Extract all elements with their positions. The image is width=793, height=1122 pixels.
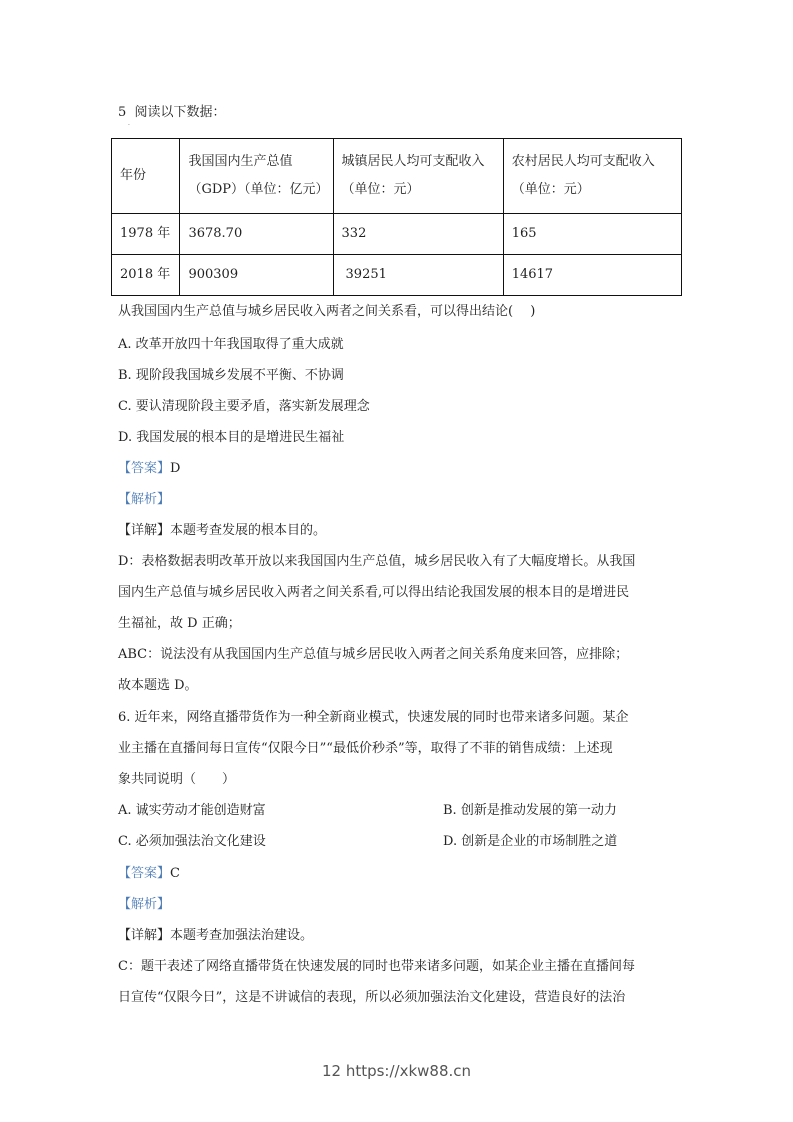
table-row (112, 255, 682, 296)
analysis-line (118, 491, 170, 509)
question-6-stem-line: 象共同说明（ ） (118, 772, 236, 787)
table-row (112, 214, 682, 255)
analysis-tag: 【解析】 (118, 897, 171, 912)
option-d: D. 创新是企业的市场制胜之道 (443, 834, 618, 849)
option-c: C. 要认清现阶段主要矛盾，落实新发展理念 (118, 399, 370, 414)
explanation-line: 国内生产总值与城乡居民收入两者之间关系看,可以得出结论我国发展的根本目的是增进民 (118, 585, 630, 600)
option-a: A. 改革开放四十年我国取得了重大成就 (118, 337, 344, 352)
answer-tag: 【答案】 (118, 866, 171, 881)
data-table (111, 138, 682, 296)
explanation-line: ABC：说法没有从我国国内生产总值与城乡居民收入两者之间关系角度来回答，应排除； (118, 647, 629, 662)
analysis-tag: 【解析】 (118, 492, 171, 507)
header-cell-year: 年份 (112, 139, 180, 214)
table-header-row (112, 139, 682, 214)
detail-tag: 【详解】 (118, 928, 171, 943)
explanation-line: 日宣传“仅限今日”，这是不讲诚信的表现，所以必须加强法治文化建设，营造良好的法治 (118, 990, 626, 1005)
table-cell: 3678.70 (180, 214, 333, 255)
question-6-stem-line: 业主播在直播间每日宣传“仅限今日”“最低价秒杀”等，取得了不菲的销售成绩：上述现 (118, 741, 613, 756)
table-cell: 165 (503, 214, 681, 255)
header-cell-urban-income: 城镇居民人均可支配收入 （单位：元） (333, 139, 503, 214)
option-b: B. 创新是推动发展的第一动力 (443, 803, 617, 818)
detail-intro: 本题考查发展的根本目的。 (170, 523, 327, 538)
explanation-line: C：题干表述了网络直播带货在快速发展的同时也带来诸多问题，如某企业主播在直播间每 (118, 959, 635, 974)
table-cell: 2018 年 (112, 255, 180, 296)
table-cell: 39251 (333, 255, 503, 296)
answer-line (118, 865, 180, 883)
analysis-line (118, 896, 170, 914)
answer-tag: 【答案】 (118, 461, 171, 476)
header-cell-rural-income: 农村居民人均可支配收入 （单位：元） (503, 139, 681, 214)
explanation-line: 故本题选 D。 (118, 678, 198, 693)
option-a: A. 诚实劳动才能创造财富 (118, 803, 266, 818)
answer-line (118, 460, 180, 478)
detail-line (118, 522, 326, 540)
detail-line (118, 927, 313, 945)
detail-intro: 本题考查加强法治建设。 (170, 928, 314, 943)
header-cell-gdp: 我国国内生产总值 （GDP）（单位：亿元） (180, 139, 333, 214)
detail-tag: 【详解】 (118, 523, 171, 538)
explanation-line: 生福祉，故 D 正确； (118, 616, 241, 631)
table-cell: 900309 (180, 255, 333, 296)
question-heading-text: 阅读以下数据： (134, 105, 226, 120)
page-footer: 12 https://xkw88.cn (321, 1062, 472, 1080)
question-number: 5 (118, 105, 127, 120)
question-5-heading (118, 104, 226, 122)
question-5-stem: 从我国国内生产总值与城乡居民收入两者之间关系看，可以得出结论( ) (118, 304, 536, 319)
stray-dot: · (128, 122, 130, 129)
table-cell: 332 (333, 214, 503, 255)
option-c: C. 必须加强法治文化建设 (118, 834, 266, 849)
explanation-line: D：表格数据表明改革开放以来我国国内生产总值，城乡居民收入有了大幅度增长。从我国 (118, 554, 636, 569)
answer-value: D (170, 461, 181, 476)
question-6-stem-line: 6. 近年来，网络直播带货作为一种全新商业模式，快速发展的同时也带来诸多问题。某企 (118, 710, 629, 725)
option-b: B. 现阶段我国城乡发展不平衡、不协调 (118, 368, 344, 383)
answer-value: C (170, 866, 180, 881)
option-d: D. 我国发展的根本目的是增进民生福祉 (118, 430, 345, 445)
table-cell: 14617 (503, 255, 681, 296)
table-cell: 1978 年 (112, 214, 180, 255)
